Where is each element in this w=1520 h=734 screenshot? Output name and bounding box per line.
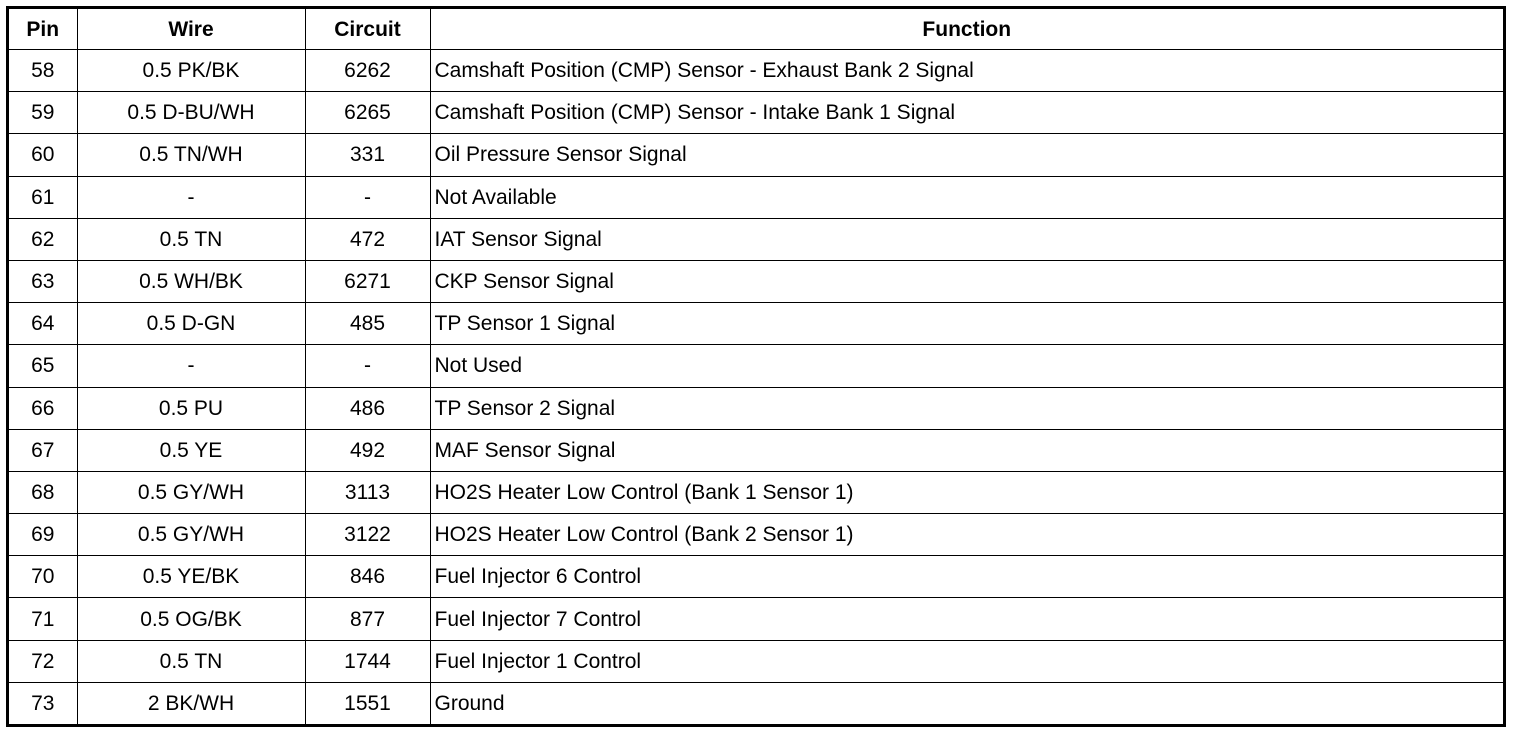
cell-wire: 0.5 GY/WH (77, 471, 305, 513)
header-row (9, 9, 1503, 50)
cell-function: Oil Pressure Sensor Signal (430, 134, 1503, 176)
cell-wire: 0.5 PU (77, 387, 305, 429)
cell-function: Not Used (430, 345, 1503, 387)
cell-wire: 0.5 PK/BK (77, 50, 305, 92)
cell-pin: 63 (9, 260, 77, 302)
cell-function: CKP Sensor Signal (430, 260, 1503, 302)
cell-circuit: 6271 (305, 260, 430, 302)
table-row (9, 50, 1503, 92)
cell-circuit: 331 (305, 134, 430, 176)
table-row (9, 429, 1503, 471)
cell-function: Ground (430, 682, 1503, 724)
cell-circuit: 1551 (305, 682, 430, 724)
header-pin: Pin (9, 9, 77, 50)
cell-circuit: 6265 (305, 92, 430, 134)
cell-wire: 0.5 GY/WH (77, 514, 305, 556)
table-row (9, 134, 1503, 176)
cell-wire: 0.5 TN/WH (77, 134, 305, 176)
table-row (9, 598, 1503, 640)
cell-function: Not Available (430, 176, 1503, 218)
cell-pin: 61 (9, 176, 77, 218)
table-row (9, 471, 1503, 513)
cell-function: TP Sensor 2 Signal (430, 387, 1503, 429)
cell-wire: 0.5 YE/BK (77, 556, 305, 598)
cell-wire: 0.5 D-BU/WH (77, 92, 305, 134)
header-function: Function (430, 9, 1503, 50)
cell-function: Camshaft Position (CMP) Sensor - Exhaust Bank 2 Signal (430, 50, 1503, 92)
header-wire: Wire (77, 9, 305, 50)
table-row (9, 556, 1503, 598)
cell-circuit: 1744 (305, 640, 430, 682)
cell-pin: 66 (9, 387, 77, 429)
cell-circuit: 472 (305, 218, 430, 260)
cell-pin: 60 (9, 134, 77, 176)
cell-pin: 64 (9, 303, 77, 345)
cell-circuit: - (305, 345, 430, 387)
cell-circuit: 846 (305, 556, 430, 598)
table-row (9, 345, 1503, 387)
cell-pin: 59 (9, 92, 77, 134)
cell-wire: 0.5 YE (77, 429, 305, 471)
table-row (9, 218, 1503, 260)
connector-pinout-table-frame (6, 6, 1506, 727)
cell-function: Fuel Injector 1 Control (430, 640, 1503, 682)
cell-function: Fuel Injector 6 Control (430, 556, 1503, 598)
cell-wire: 0.5 OG/BK (77, 598, 305, 640)
cell-function: IAT Sensor Signal (430, 218, 1503, 260)
cell-function: HO2S Heater Low Control (Bank 2 Sensor 1) (430, 514, 1503, 556)
cell-circuit: 877 (305, 598, 430, 640)
cell-wire: 0.5 WH/BK (77, 260, 305, 302)
cell-circuit: 486 (305, 387, 430, 429)
table-row (9, 387, 1503, 429)
cell-function: Camshaft Position (CMP) Sensor - Intake Bank 1 Signal (430, 92, 1503, 134)
table-row (9, 92, 1503, 134)
table-row (9, 640, 1503, 682)
cell-function: HO2S Heater Low Control (Bank 1 Sensor 1) (430, 471, 1503, 513)
table-row (9, 303, 1503, 345)
table-body (9, 50, 1503, 725)
table-row (9, 514, 1503, 556)
header-circuit: Circuit (305, 9, 430, 50)
cell-function: TP Sensor 1 Signal (430, 303, 1503, 345)
connector-pinout-table (9, 9, 1503, 724)
table-header (9, 9, 1503, 50)
cell-pin: 67 (9, 429, 77, 471)
cell-pin: 65 (9, 345, 77, 387)
cell-circuit: 6262 (305, 50, 430, 92)
cell-wire: - (77, 345, 305, 387)
table-row (9, 682, 1503, 724)
cell-pin: 70 (9, 556, 77, 598)
cell-circuit: 3122 (305, 514, 430, 556)
table-row (9, 176, 1503, 218)
cell-function: MAF Sensor Signal (430, 429, 1503, 471)
cell-wire: 2 BK/WH (77, 682, 305, 724)
cell-wire: 0.5 D-GN (77, 303, 305, 345)
table-row (9, 260, 1503, 302)
cell-function: Fuel Injector 7 Control (430, 598, 1503, 640)
cell-pin: 68 (9, 471, 77, 513)
cell-wire: - (77, 176, 305, 218)
cell-circuit: - (305, 176, 430, 218)
cell-circuit: 492 (305, 429, 430, 471)
cell-pin: 62 (9, 218, 77, 260)
cell-wire: 0.5 TN (77, 640, 305, 682)
cell-circuit: 3113 (305, 471, 430, 513)
cell-pin: 71 (9, 598, 77, 640)
cell-circuit: 485 (305, 303, 430, 345)
cell-pin: 69 (9, 514, 77, 556)
cell-wire: 0.5 TN (77, 218, 305, 260)
cell-pin: 72 (9, 640, 77, 682)
cell-pin: 73 (9, 682, 77, 724)
cell-pin: 58 (9, 50, 77, 92)
